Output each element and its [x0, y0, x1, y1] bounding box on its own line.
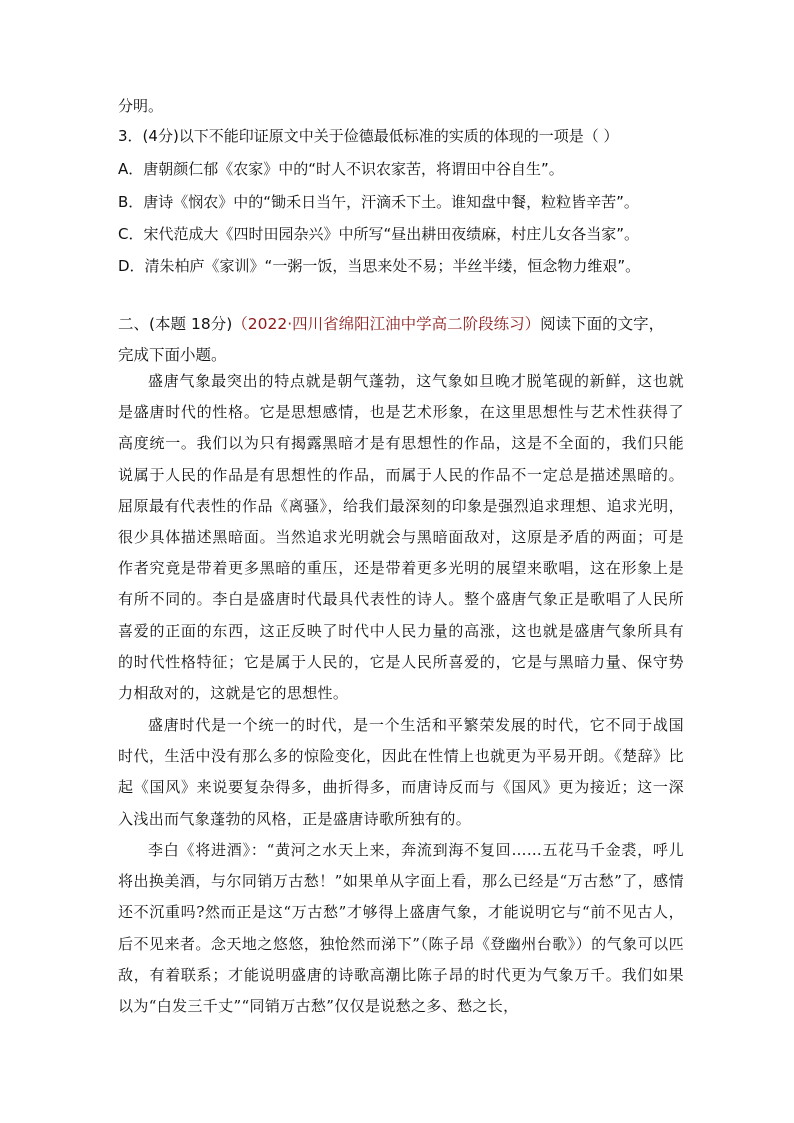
option-a: A．唐朝颜仁郁《农家》中的“时人不识农家苦，将谓田中谷自生”。: [118, 160, 564, 178]
option-b: B．唐诗《悯农》中的“锄禾日当午，汗滴禾下土。谁知盘中餐，粒粒皆辛苦”。: [118, 193, 639, 211]
section-2-label: 二、(本题 18分): [118, 315, 233, 333]
section-2-instruction-cont: 完成下面小题。: [118, 346, 227, 364]
option-c: C．宋代范成大《四时田园杂兴》中所写“昼出耕田夜绩麻，村庄儿女各当家”。: [118, 225, 640, 243]
section-2-instruction: 阅读下面的文字，: [540, 315, 665, 333]
question-3-stem: 3．(4分)以下不能印证原文中关于俭德最低标准的实质的体现的一项是（ ）: [118, 127, 619, 145]
section-2-heading: [118, 314, 664, 334]
option-d: D．清朱柏庐《家训》“一粥一饭，当思来处不易；半丝半缕，恒念物力维艰”。: [118, 257, 641, 275]
passage-paragraph-2: 盛唐时代是一个统一的时代，是一个生活和平繁荣发展的时代，它不同于战国时代，生活中没有那么多的惊险变化，因此在性情上也就更为平易开朗。《楚辞》比起《国风》来说要复杂得多，曲折得多，而唐诗反而与《国风》更为接近；这一深入浅出而气象蓬勃的风格，正是盛唐诗歌所独有的。: [118, 716, 684, 828]
section-2-source: （2022·四川省绵阳江油中学高二阶段练习）: [232, 315, 541, 333]
passage-paragraph-3: 李白《将进酒》：“黄河之水天上来，奔流到海不复回……五花马千金裘，呼儿将出换美酒，与尔同销万古愁！”如果单从字面上看，那么已经是“万古愁”了，感情还不沉重吗?然而正是这“万古愁”才够得上盛唐气象，才能说明它与“前不见古人，后不见来者。念天地之悠悠，独怆然而涕下”（陈子昂《登幽州台歌》）的气象可以匹敌，有着联系；才能说明盛唐的诗歌高潮比陈子昂的时代更为气象万千。我们如果以为“白发三千丈”“同销万古愁”仅仅是说愁之多、愁之长，: [118, 841, 684, 1016]
passage-paragraph-1: 盛唐气象最突出的特点就是朝气蓬勃，这气象如旦晚才脱笔砚的新鲜，这也就是盛唐时代的性格。它是思想感情，也是艺术形象，在这里思想性与艺术性获得了高度统一。我们以为只有揭露黑暗才是有思想性的作品，这是不全面的，我们只能说属于人民的作品是有思想性的作品，而属于人民的作品不一定总是描述黑暗的。屈原最有代表性的作品《离骚》，给我们最深刻的印象是强烈追求理想、追求光明，很少具体描述黑暗面。当然追求光明就会与黑暗面敌对，这原是矛盾的两面；可是作者究竟是带着更多黑暗的重压，还是带着更多光明的展望来歌唱，这在形象上是有所不同的。李白是盛唐时代最具代表性的诗人。整个盛唐气象正是歌唱了人民所喜爱的正面的东西，这正反映了时代中人民力量的高涨，这也就是盛唐气象所具有的时代性格特征；它是属于人民的，它是人民所喜爱的，它是与黑暗力量、保守势力相敌对的，这就是它的思想性。: [118, 372, 684, 703]
previous-text-fragment: 分明。: [118, 97, 164, 115]
